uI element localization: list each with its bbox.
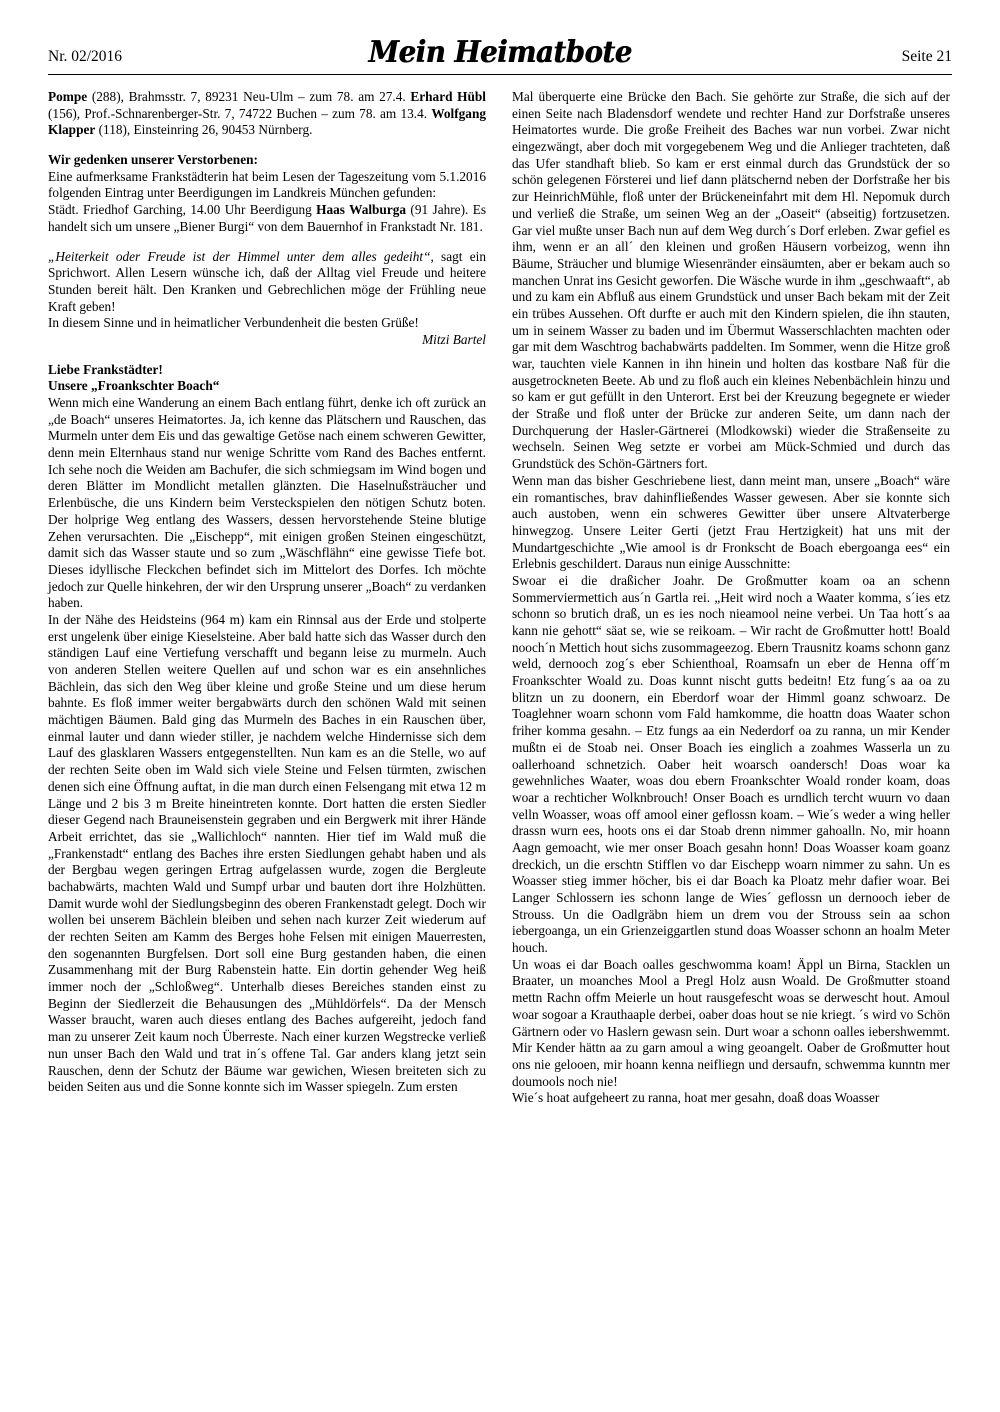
signature-mitzi-bartel: Mitzi Bartel	[422, 331, 486, 347]
closing-paragraph: In diesem Sinne und in heimatlicher Verbundenheit die besten Grüße!	[48, 315, 419, 331]
name-klapper-detail: (118), Einsteinring 26, 90453 Nürnberg.	[95, 122, 313, 138]
name-pompe-detail: (288), Brahmsstr. 7, 89231 Neu-Ulm – zum 78. am 27.4.	[87, 89, 411, 104]
name-pompe: Pompe	[48, 89, 88, 104]
proverb-quote: „Heiterkeit oder Freude ist der Himmel unter dem alles gedeiht“	[48, 248, 431, 264]
article-heading-liebe-frankstaedter: Liebe Frankstädter!	[48, 361, 163, 377]
verstorbene-paragraph-1: Eine aufmerksame Frankstädterin hat beim Lesen der Tageszeitung vom 5.1.2016 folgenden Eintrag unter Beerdigungen im Landkreis München gefunden:	[48, 168, 486, 201]
right-paragraph-1: Mal überquerte eine Brücke den Bach. Sie gehörte zur Straße, die sich auf der einen Seite nach Bladensdorf wendete und rechter Hand zur Dorfstraße unseres Heimatortes wurde. Die große Freiheit des Baches war nun vorbei. Zwar nicht eingezwängt, aber doch mit vorgegebenem Weg und die Anlieger trachteten, daß das Ufer standhaft blieb. So kam er erst einmal durch das Grundstück der so schön gelegenen Försterei und lief dann plätschernd neben der Dorfstraße her bis zur HeinrichMühle, floß unter der Brückeneinfahrt mit dem Hl. Nepomuk durch und verließ die Straße, um seinen Weg an der „Oaseit“ (abseitig) fortzusetzen. Gar viel mußte unser Bach nun auf dem Weg durch´s Dorf erleben. Zwar gefiel es ihm, wenn er an all´ den kleinen und großen Häusern vorbeizog, wenn ihn Bäume, Sträucher und blumige Wiesenränder einsäumten, aber er bekam auch so manchen Unrat ins Gesicht geworfen. Die Wäsche wurde in ihm „geschwaaft“, ab und zu kam ein Abfluß aus einem Grundstück und unser Bach bekam mit der Zeit ein trübes Aussehen. Oft durfte er auch mit den Kindern spielen, die ihn stauten, um in seinem Wasser zu baden und im Übermut Wasserschlachten machten oder gar mit dem Waschtrog bachabwärts paddelten. Im Sommer, wenn die Hitze groß war, tauchten viele Kannen in ihn hinein und holten das kostbare Naß für die ausgetrockneten Beete. Ab und zu floß auch ein kleines Nebenbächlein hinzu und so kam er gut gefüllt in den Unterort. Erst bei der Kreuzung begegnete er wieder der Straße und floß unter der Brücke zur anderen Seite, um dann nach der Durchquerung der Hasler-Gärtnerei (Mlodkowski) wieder die Straßenseite zu wechseln. Seinen Weg setzte er vorbei am Mück-Schmied und durch das Grundstück des Schön-Gärtners fort.	[512, 89, 950, 472]
proverb-paragraph	[48, 249, 486, 316]
dialect-story-paragraph-2: Un woas ei dar Boach oalles geschwomma koam! Äppl un Birna, Stacklen un Braater, un moanches Mool a Pregl Holz ausn Woald. De Großmutter stoand mettn Rachn offm Meierle un hout rausgefescht woas se derwescht hout. Amoul woar sogoar a Krauthaaple derbei, oaber doas hout se nie kriegt. ´s wird vo Schön Gärtnern oder vo Haslern gewasn sein. Durt woar a schonn oalles iebershwemmt. Mir Kender hättn aa zu garn amoul a wing geoangelt. Oaber de Großmutter hout ons nie gelooen, mir hoann kenna neifliegn und dersaufn, schwemma kunntn mer doumools noch nie!	[512, 956, 950, 1089]
proverb-rest: , sagt ein Sprichwort. Allen Lesern wünsche ich, daß der Alltag viel Freude und heitere Stunden bereit hält. Den Kranken und Gebrechlichen möge der Frühling neue Kraft geben!	[48, 248, 486, 314]
name-huebl-detail: (156), Prof.-Schnarenberger-Str. 7, 74722 Buchen – zum 78. am 13.4.	[48, 105, 432, 121]
verstorbene-p2-c: (91 Jahre). Es handelt sich um unsere „Biener Burgi“ von dem Bauernhof in Frankstadt Nr. 181.	[48, 202, 487, 234]
article-subheading-froankschter-boach: Unsere „Froankschter Boach“	[48, 378, 220, 394]
verstorbene-paragraph-2	[48, 202, 486, 235]
dialect-story-paragraph-1: Swoar ei die draßicher Joahr. De Großmutter koam oa an schenn Sommerviermettich aus´n Gartla rei. „Heit wird noch a Waater komma, s´ies etz schonn so brutich draß, un es ies noch nieamool neine verbei. Un Taa hott´s aa kann nie gehott“ säat se, wie se reikoam. – Wir racht de Großmutter hott! Boald nooch´n Mettich hout sichs zusommageezog. Ebern Trausnitz koams schonn ganz weld, dernooch zog´s eber Schienthoal, Roamsafn un eber de Henna off´m Froankschter Woald zu. Doas kunnt nischt gutts bedeitn! Etz fung´s aa oa zu blitzn un zu doonern, ein Eberdorf woar der Himml goanz schwoarz. De Toaglehner woarn schonn vom Fald hamkomme, die hoattn doas Waater schon friher komma gesahn. – Etz fungs aa ein Nederdorf oa zu ranna, un mir Kender mußtn ei de Stoab nei. Onser Boach ies einglich a zoahmes Wasserla un zu oallerhoand schnetzich. Oaber heit woarsch oandersch! Doas woar ka gewehnliches Waater, woas dou ebern Froankschter Woald ronder koam, doas woar a rechticher Wolknbrouch! Onser Boach es urndlich tercht wuurn vo daan velln Woasser, woas off amool einer geflossn koam. – Wie´s weder a wing heller drassn wurn ees, hoots ons ei dar Stoab drenn nimmer gahoalln. No, mir hoann Aagn gemoacht, wie mer onser Boach gesahn honn! Doas Woasser koam goanz dreckich, un die erschtn Stifflen vo dar Eischepp woarn nimmer zu sahn. Un es Woasser stieg immer höcher, bis ei dar Boach ka Ploatz mehr dafier woar. Bei Langer Schlossern ies schonn lange de Wies´ geflossn un dernooch ieber de Strouss. Un die Oadlgräbn hiem un drem vou der Strouss sein aa schon iebergoanga, un ein Grienzeiggartlen stund doas Woasser schonn an hoalm Meter houch.	[512, 572, 950, 956]
issue-number: Nr. 02/2016	[48, 48, 123, 65]
article-columns	[48, 89, 952, 1107]
article-paragraph-2: In der Nähe des Heidsteins (964 m) kam ein Rinnsal aus der Erde und stolperte erst ungelenk über einige Kieselsteine. Aber bald hatte sich das Wasser durch den ständigen Lauf eine Vertiefung verschafft und begann leise zu murmeln. Auch von anderen Stellen weitere Quellen auf und schon war es ein ansehnliches Bächlein, das sich den Weg über kleine und große Steine und um diese herum bahnte. Es floß immer weiter bergabwärts durch den schönen Wald mit seinen mächtigen Bäumen. Bald ging das Murmeln des Baches in ein Rauschen über, einmal lauter und dann wieder stiller, je nachdem welche Hindernisse sich dem Lauf des glasklaren Wassers entgegenstellten. Nun kam es an die Stelle, wo auf der rechten Seite oben im Wald sich viele Steine und Felsen türmten, zwischen denen sich eine Öffnung auftat, in die man durch einen Felsengang mit etwa 12 m Länge und 2 bis 3 m Breite hineintreten konnte. Dort hatten die ersten Siedler dieser Gegend nach Brauneisenstein gegraben und ein Bergwerk mit ihrer Hände Arbeit errichtet, das sie „Wallichloch“ nannten. Hier tief im Wald muß die „Frankenstadt“ entlang des Baches ihre ersten Siedlungen gehabt haben und als der Bergbau wegen geringen Ertrag aufgelassen wurde, zogen die Bergleute bachabwärts, machten Wald und Sumpf urbar und bauten dort ihre Holzhütten. Damit wurde wohl der Siedlungsbeginn des oberen Frankenstadt gelegt. Doch wir wollen bei unserem Bächlein bleiben und sehen nach kurzer Zeit wiederum auf der rechten Seiten am Kamm des Berges hohe Felsen mit einigen Mauerresten, den sogenannten Burgfelsen. Dort soll eine Burg gestanden haben, die einen Zusammenhang mit der Burg Rabenstein hatte. Ein dortin gehender Weg heiß immer noch der „Schloßweg“. Unterhalb dieses Bereiches standen einst zu Beginn der Siedlerzeit die Behausungen des „Mühldörfels“. Da der Mensch Wasser braucht, waren auch dieses entlang des Baches aufgereiht, jedoch fand man zu unserer Zeit kaum noch Überreste. Nach einer kurzen Wegstrecke verließ nun unser Bach den Wald und trat in´s offene Tal. Gar anders klang jetzt sein Rauschen, denn der Schutz der Bäume war gewichen, Wiesen breiteten sich zu beiden Seiten aus und die Sonne konnte sich im Wasser spiegeln. Zum ersten	[48, 611, 486, 1095]
right-paragraph-2: Wenn man das bisher Geschriebene liest, dann meint man, unsere „Boach“ wäre ein romantisches, brav dahinfließendes Wasser gewesen. Aber sie konnte sich auch austoben, wenn ein schweres Gewitter über unsere Altvaterberge hinwegzog. Unsere Leiter Gerti (jetzt Frau Hertzigkeit) hat uns mit der Mundartgeschichte „Wie amool is dr Fronkscht de Boach ebergoanga ees“ ein Erlebnis geschildert. Daraus nun einige Ausschnitte:	[512, 472, 950, 572]
right-column	[512, 89, 950, 1107]
article-paragraph-1: Wenn mich eine Wanderung an einem Bach entlang führt, denke ich oft zurück an „de Boach“ unseres Heimatortes. Ja, ich kenne das Plätschern und Rauschen, das Murmeln unter dem Eis und das gewaltige Getöse nach einem schweren Gewitter, denn mein Elternhaus stand nur wenige Schritte vom Rand des Baches entfernt. Ich sehe noch die Weiden am Bachufer, die sich schmiegsam im Wind bogen und deren Blätter im Mondlicht metallen glänzten. Die Haselnußsträucher und Erlenbüsche, die uns Kindern beim Versteckspielen den nötigen Schutz boten. Der holprige Weg entlang des Wassers, dessen hervorstehende Steine blutige Zehen verursachten. Die „Eischepp“, mit einigen großen Steinen eingeschützt, damit sich das Wasser staute und so zum „Wäschflähn“ eine gewisse Tiefe bot. Dieses idyllische Fleckchen befindet sich im Mittelort des Dorfes. Ich möchte jedoch zur Quelle hinkehren, der wir den Ursprung unserer „Boach“ zu verdanken haben.	[48, 395, 486, 611]
publication-title: Mein Heimatbote	[368, 35, 632, 70]
masthead	[48, 35, 952, 75]
birthday-names-paragraph	[48, 89, 486, 139]
dialect-story-paragraph-3: Wie´s hoat aufgeheert zu ranna, hoat mer gesahn, doaß doas Woasser	[512, 1090, 880, 1106]
name-haas-walburga: Haas Walburga	[316, 202, 407, 218]
page-number: Seite 21	[901, 48, 952, 65]
section-heading-verstorbene: Wir gedenken unserer Verstorbenen:	[48, 152, 258, 168]
name-klapper: Wolfgang Klapper	[48, 105, 486, 138]
left-column	[48, 89, 486, 1096]
name-huebl: Erhard Hübl	[410, 89, 486, 104]
verstorbene-p2-a: Städt. Friedhof Garching, 14.00 Uhr Beerdigung	[48, 202, 317, 218]
